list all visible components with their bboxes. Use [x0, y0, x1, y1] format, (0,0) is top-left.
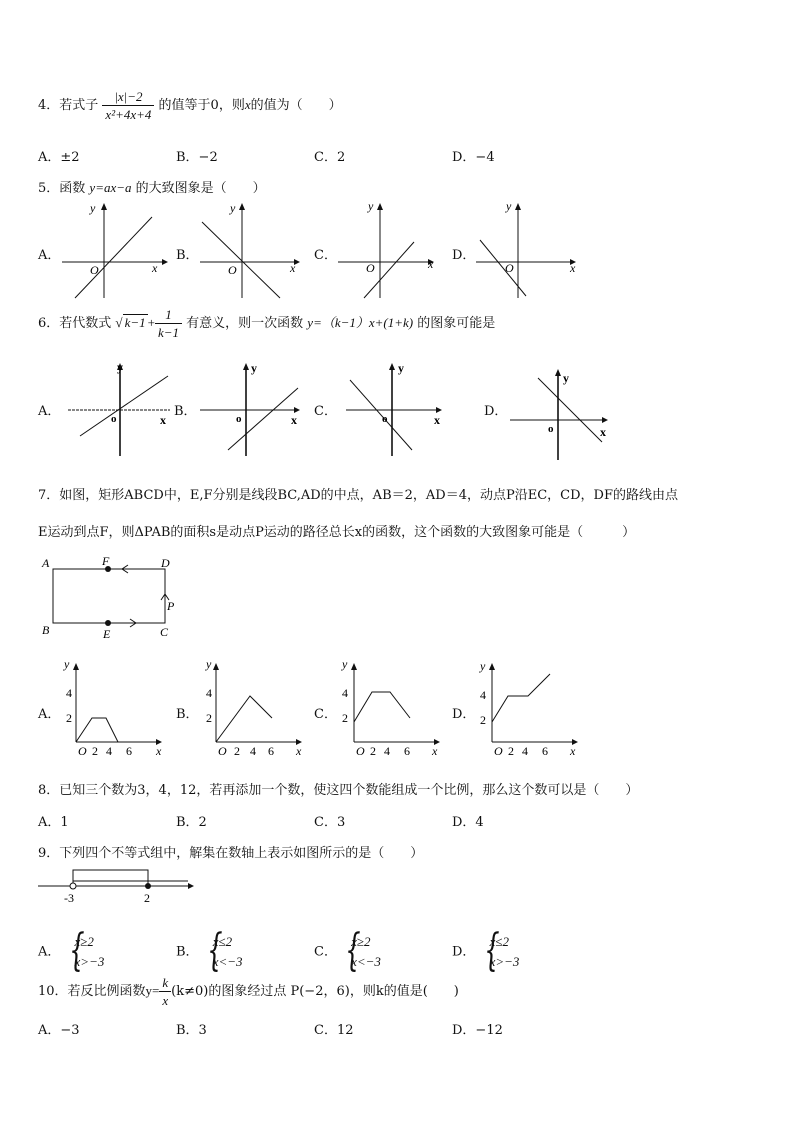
q10-option-d: D．−12: [452, 1023, 503, 1038]
q7b-tick-y2: 2: [206, 711, 212, 725]
q10-stem: [38, 974, 459, 1009]
q7-option-c-letter: C．: [314, 707, 337, 722]
q8-option-a: A．1: [38, 815, 69, 830]
q7-line1: 7．如图，矩形ABCD中，E,F分别是线段BC,AD的中点，AB＝2，AD＝4，动点P沿EC，CD，DF的路线由点: [38, 488, 678, 503]
q4-option-d: D．−4: [452, 150, 495, 165]
q7-rectangle-figure: [36, 552, 186, 644]
q6-fraction: [155, 306, 182, 341]
q7-label-b: B: [42, 623, 50, 637]
q6-frac-num: 1: [155, 306, 182, 324]
q6-graph-c: [340, 358, 464, 458]
q6d-axis-x: x: [600, 425, 606, 439]
q7d-tick-x4: 4: [522, 744, 528, 758]
q7a-axis-x: x: [156, 744, 162, 758]
q9-option-b-system: [203, 932, 243, 972]
q5c-axis-x: x: [428, 257, 434, 271]
q7-graph-d: [474, 656, 586, 760]
q7a-tick-y2: 2: [66, 711, 72, 725]
q7a-origin: O: [78, 744, 87, 758]
q9c-ineq-1: { x≥2: [351, 934, 371, 949]
q6a-origin: o: [111, 413, 117, 425]
q7d-tick-x2: 2: [508, 744, 514, 758]
q9-option-d-system: [480, 932, 520, 972]
q7-graph-a: [58, 656, 170, 760]
q4-frac-num: |x|−2: [102, 88, 154, 106]
q10-fraction: [159, 974, 171, 1009]
q9-option-c-system: [341, 932, 381, 972]
q4-stem: [38, 88, 342, 123]
q6-graph-a: [66, 358, 178, 458]
q5d-axis-y: y: [506, 199, 512, 213]
q9b-ineq-2: x<−3: [212, 954, 243, 969]
q10-frac-num: k: [159, 974, 171, 992]
q6c-axis-y: y: [398, 361, 404, 375]
q7-graph-b: [198, 656, 310, 760]
q9-option-a-system: [65, 932, 105, 972]
q7d-tick-y2: 2: [480, 713, 486, 727]
q5b-origin: O: [228, 263, 237, 277]
q5-graph-b: [198, 198, 308, 302]
q7b-origin: O: [218, 744, 227, 758]
q9-option-d-letter: D．: [452, 944, 476, 960]
q6-sqrt: √ k−1: [115, 315, 146, 330]
q7a-tick-x6: 6: [126, 744, 132, 758]
q9-label-minus3: -3: [64, 891, 74, 905]
q9a-ineq-1: { x≥2: [74, 934, 94, 949]
q5-suffix: 的大致图象是（ ）: [135, 181, 266, 196]
q6a-axis-x: x: [160, 413, 166, 427]
q5b-axis-y: y: [230, 201, 236, 215]
q5-option-b-letter: B．: [176, 248, 199, 263]
q4-var: x: [244, 97, 251, 112]
q6-graph-b: [198, 358, 310, 458]
q10-y-eq: y=: [145, 983, 160, 998]
q4-option-a: A．±2: [38, 150, 80, 165]
q7-label-d: D: [161, 556, 170, 570]
q7b-tick-x4: 4: [250, 744, 256, 758]
q7-line2: E运动到点F，则ΔPAB的面积s是动点P运动的路径总长x的函数，这个函数的大致图象可能是（ ）: [38, 525, 636, 540]
q10-option-b: B．3: [176, 1023, 207, 1038]
q7d-axis-y: y: [480, 659, 486, 673]
q8-option-c: C．3: [314, 815, 346, 830]
q5-expr: y=ax−a: [89, 180, 132, 195]
q5a-axis-y: y: [90, 201, 96, 215]
q10-option-c: C．12: [314, 1023, 354, 1038]
q9-option-b: [176, 932, 243, 972]
q5-graph-c: [336, 198, 446, 302]
q6c-origin: o: [382, 413, 388, 425]
q5-option-c-letter: C．: [314, 248, 337, 263]
q6b-axis-y: y: [251, 361, 257, 375]
q7d-tick-y4: 4: [480, 688, 486, 702]
q9d-ineq-2: x>−3: [489, 954, 520, 969]
q7a-axis-y: y: [64, 657, 70, 671]
q5-graph-d: [474, 198, 584, 302]
q4-suffix: 的值等于0，则: [158, 98, 245, 113]
q5-prefix: 5．函数: [38, 181, 86, 196]
q7c-origin: O: [356, 744, 365, 758]
q5-option-d-letter: D．: [452, 248, 476, 263]
q7d-tick-x6: 6: [542, 744, 548, 758]
q6b-origin: o: [236, 413, 242, 425]
q7-label-f: F: [102, 554, 110, 568]
q7b-axis-y: y: [206, 657, 212, 671]
q7b-tick-x6: 6: [268, 744, 274, 758]
q6c-axis-x: x: [434, 413, 440, 427]
q6d-origin: o: [548, 423, 554, 435]
q7-label-e: E: [103, 627, 111, 641]
q7a-tick-x4: 4: [106, 744, 112, 758]
q6-suffix: 的图象可能是: [417, 316, 496, 331]
q6-option-a-letter: A．: [38, 404, 61, 419]
q8-stem: 8．已知三个数为3，4，12，若再添加一个数，使这四个数能组成一个比例，那么这个数可以是（ ）: [38, 783, 639, 798]
q7-option-b-letter: B．: [176, 707, 199, 722]
q6b-axis-x: x: [291, 413, 297, 427]
q6-option-b-letter: B．: [174, 404, 197, 419]
q6-sqrt-inner: k−1: [124, 315, 146, 330]
q5-graph-a: [60, 198, 170, 302]
q6-mid: 有意义，则一次函数: [186, 316, 304, 331]
q9-label-2: 2: [144, 891, 150, 905]
q9c-ineq-2: x<−3: [351, 954, 381, 969]
q9a-ineq-2: x>−3: [74, 954, 105, 969]
q7b-tick-y4: 4: [206, 686, 212, 700]
q7-label-a: A: [42, 556, 50, 570]
q7c-tick-x6: 6: [404, 744, 410, 758]
q6-graph-d: [508, 364, 620, 460]
q7c-axis-y: y: [342, 657, 348, 671]
q4-fraction: [102, 88, 154, 123]
q9-option-c: [314, 932, 381, 972]
q8-option-d: D．4: [452, 815, 484, 830]
q7d-origin: O: [494, 744, 503, 758]
q7a-tick-x2: 2: [92, 744, 98, 758]
q7d-axis-x: x: [570, 744, 576, 758]
q6-option-c-letter: C．: [314, 404, 337, 419]
q5c-axis-y: y: [368, 199, 374, 213]
q7-graph-c: [336, 656, 448, 760]
q5a-origin: O: [90, 263, 99, 277]
q5a-axis-x: x: [152, 261, 158, 275]
q5d-axis-x: x: [570, 261, 576, 275]
q9d-ineq-1: { x≤2: [489, 934, 509, 949]
q10-frac-den: x: [162, 993, 169, 1008]
q4-option-b: B．−2: [176, 150, 218, 165]
q7c-tick-y4: 4: [342, 686, 348, 700]
q7-option-d-letter: D．: [452, 707, 476, 722]
q7b-tick-x2: 2: [234, 744, 240, 758]
q7c-tick-x2: 2: [370, 744, 376, 758]
q5-option-a-letter: A．: [38, 248, 61, 263]
q4-frac-den: x²+4x+4: [105, 107, 152, 122]
q10-prefix: 10．若反比例函数: [38, 984, 146, 999]
q10-suffix: (k≠0)的图象经过点 P(−2，6)，则k的值是( ): [171, 984, 459, 999]
q9-stem: 9．下列四个不等式组中，解集在数轴上表示如图所示的是（ ）: [38, 846, 424, 861]
q9-option-c-letter: C．: [314, 944, 337, 960]
q5b-axis-x: x: [290, 261, 296, 275]
q6-stem: [38, 306, 495, 341]
q4-prefix: 4．若式子: [38, 98, 99, 113]
q9-option-d: [452, 932, 519, 972]
q6-prefix: 6．若代数式: [38, 316, 112, 331]
q7c-tick-y2: 2: [342, 711, 348, 725]
q7b-axis-x: x: [296, 744, 302, 758]
q7c-axis-x: x: [432, 744, 438, 758]
q5-stem: [38, 177, 266, 196]
q9-option-a-letter: A．: [38, 944, 61, 960]
q4-option-c: C．2: [314, 150, 346, 165]
q9-option-b-letter: B．: [176, 944, 199, 960]
q6a-axis-y: y: [117, 360, 123, 374]
q7a-tick-y4: 4: [66, 686, 72, 700]
q10-option-a: A．−3: [38, 1023, 80, 1038]
q9-number-line: [36, 864, 196, 906]
q6-func: y=（k−1）x+(1+k): [307, 315, 414, 330]
q6-frac-den: k−1: [157, 325, 179, 340]
q7-label-c: C: [160, 625, 169, 639]
q7-option-a-letter: A．: [38, 707, 61, 722]
q6-plus: +: [147, 315, 155, 330]
q9-option-a: [38, 932, 104, 972]
q8-option-b: B．2: [176, 815, 207, 830]
q7c-tick-x4: 4: [384, 744, 390, 758]
q5c-origin: O: [366, 261, 375, 275]
q6d-axis-y: y: [563, 371, 569, 385]
q5d-origin: O: [505, 261, 514, 275]
q7-label-p: P: [167, 599, 175, 613]
q6-option-d-letter: D．: [484, 404, 508, 419]
q4-suffix2: 的值为（ ）: [250, 98, 342, 113]
q9b-ineq-1: { x≤2: [212, 934, 233, 949]
